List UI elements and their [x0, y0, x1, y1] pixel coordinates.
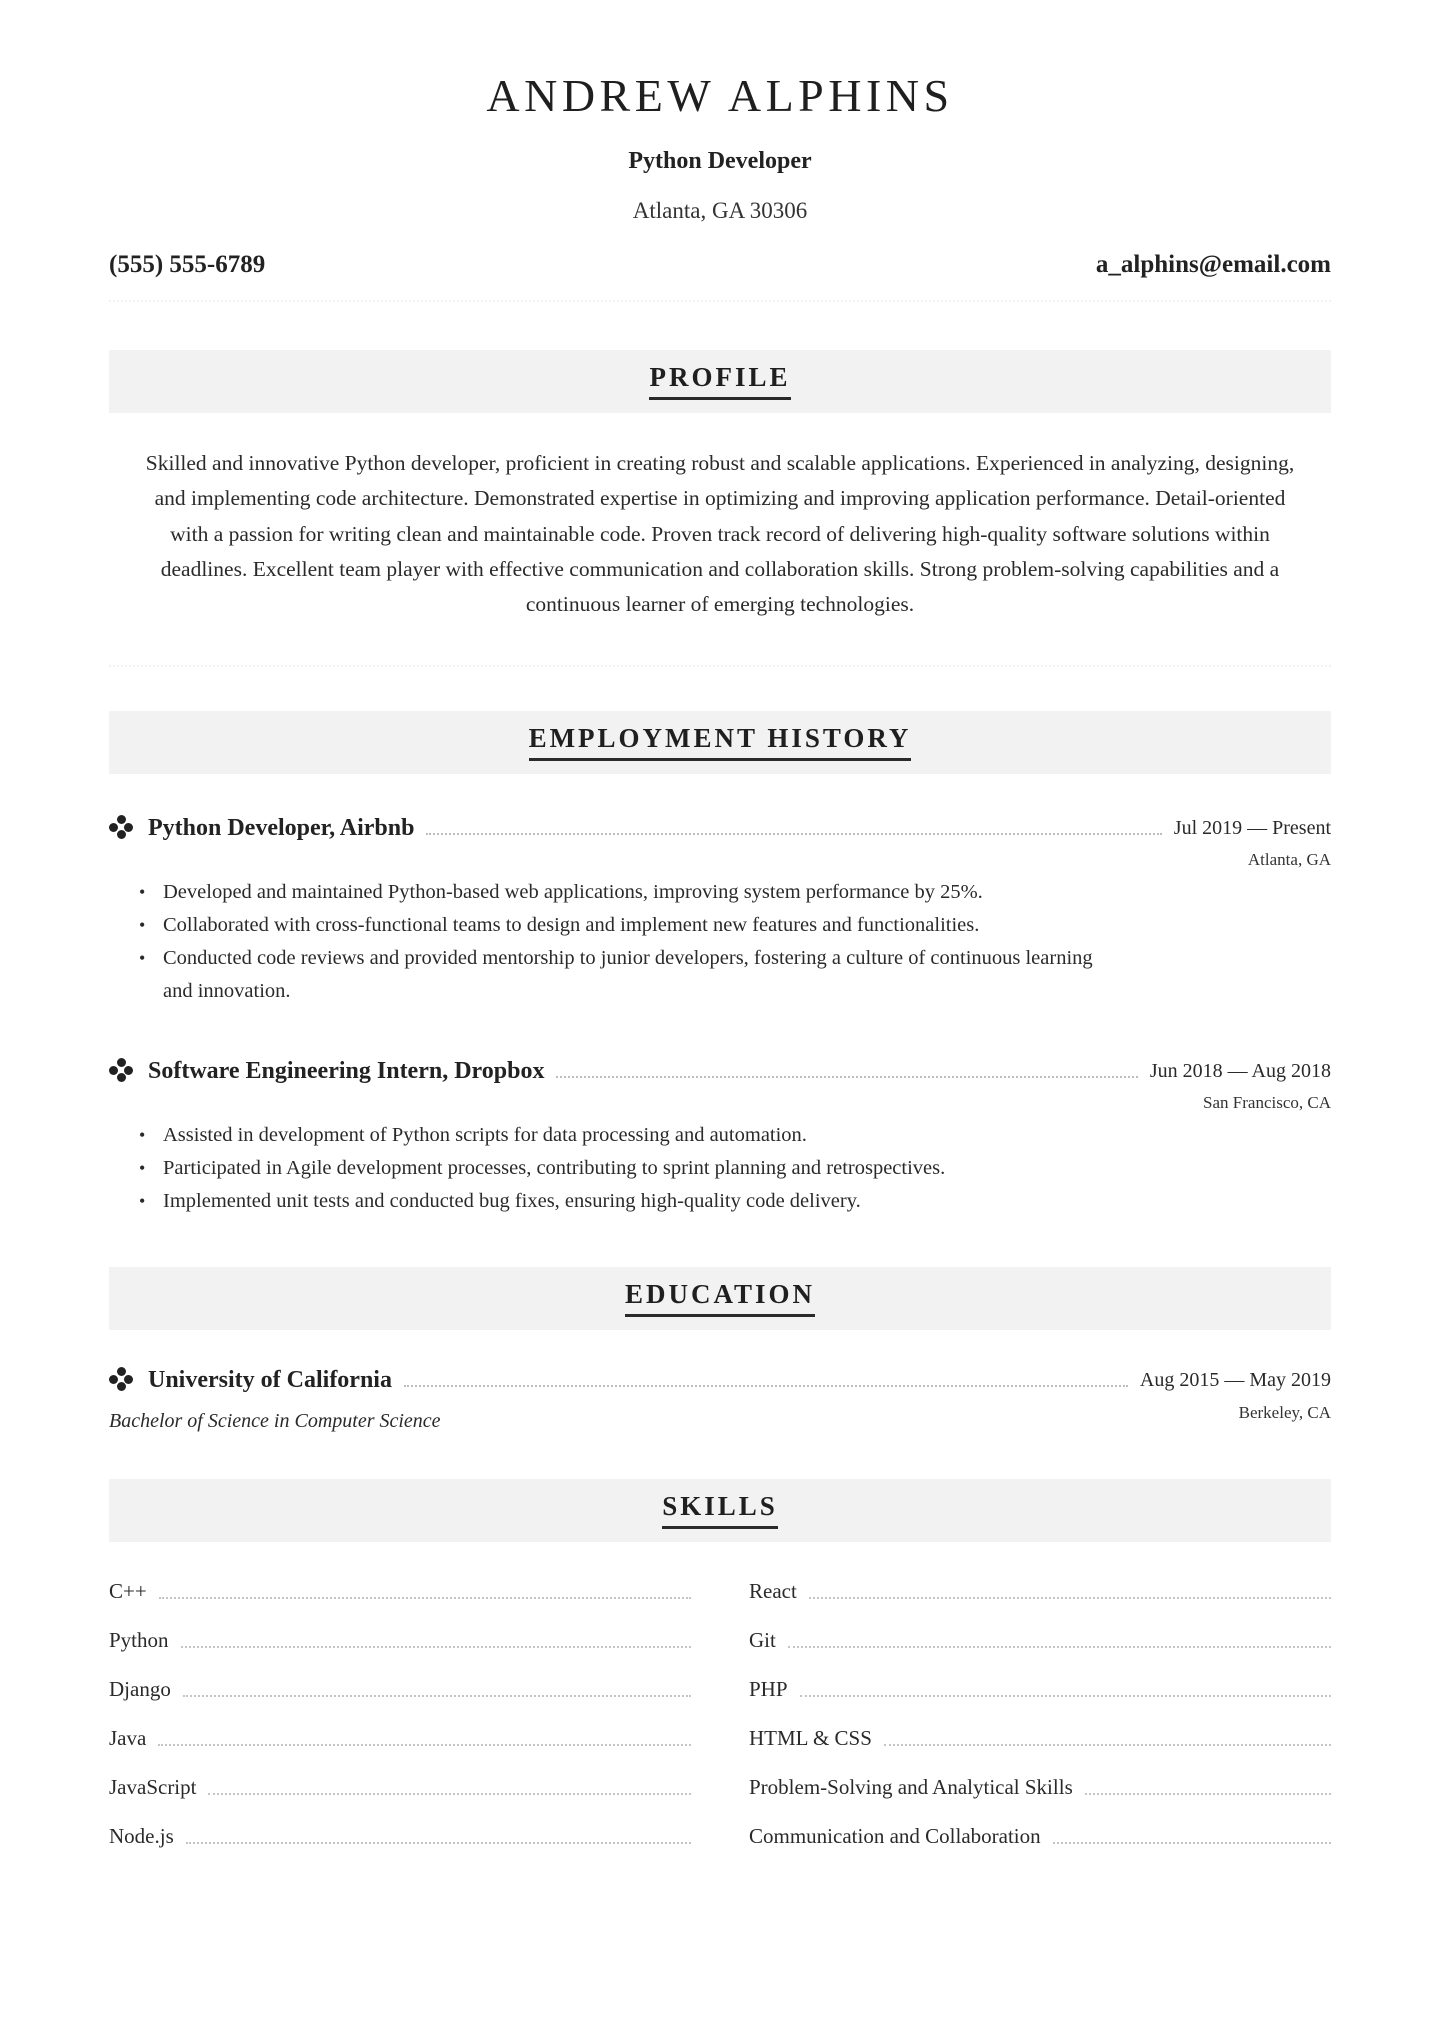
- dotted-leader: [426, 832, 1161, 835]
- job-title: Software Engineering Intern, Dropbox: [148, 1058, 545, 1084]
- skills-left-column: [109, 1557, 691, 1851]
- skill-name: Node.js: [109, 1824, 174, 1848]
- list-item: • Implemented unit tests and conducted bug fixes, ensuring high-quality code delivery.: [135, 1185, 1095, 1218]
- dotted-leader: [809, 1596, 1331, 1599]
- skill-item: [749, 1704, 1331, 1753]
- section-title: PROFILE: [649, 362, 790, 400]
- list-item: • Assisted in development of Python scripts for data processing and automation.: [135, 1119, 1095, 1152]
- skill-item: [749, 1606, 1331, 1655]
- list-item: • Developed and maintained Python-based web applications, improving system performance by 25%.: [135, 876, 1095, 909]
- email-address[interactable]: a_alphins@email.com: [1095, 251, 1331, 278]
- clover-icon: [109, 815, 133, 839]
- candidate-location: Atlanta, GA 30306: [632, 198, 808, 223]
- section-header-employment: [109, 711, 1331, 774]
- skill-name: Communication and Collaboration: [749, 1824, 1041, 1848]
- section-title: EDUCATION: [625, 1279, 815, 1317]
- skill-name: HTML & CSS: [749, 1726, 872, 1750]
- clover-icon: [109, 1367, 133, 1391]
- candidate-name: ANDREW ALPHINS: [486, 70, 954, 121]
- dotted-leader: [884, 1743, 1331, 1746]
- education-dates: Aug 2015 — May 2019: [1139, 1369, 1331, 1391]
- list-item: • Participated in Agile development processes, contributing to sprint planning and retrospectives.: [135, 1152, 1095, 1185]
- skill-item: [109, 1655, 691, 1704]
- dotted-leader: [158, 1743, 691, 1746]
- section-title: EMPLOYMENT HISTORY: [529, 723, 912, 761]
- skill-name: C++: [109, 1579, 147, 1603]
- job-bullets: [135, 1119, 1095, 1218]
- skill-name: Django: [109, 1677, 171, 1701]
- dotted-leader: [181, 1645, 691, 1648]
- skill-item: [109, 1704, 691, 1753]
- skill-item: [749, 1802, 1331, 1851]
- skill-item: [109, 1557, 691, 1606]
- phone-number[interactable]: (555) 555-6789: [109, 251, 266, 278]
- skill-name: Python: [109, 1628, 169, 1652]
- skill-name: Java: [109, 1726, 147, 1750]
- section-title: SKILLS: [662, 1491, 778, 1529]
- skill-item: [109, 1802, 691, 1851]
- dotted-leader: [800, 1694, 1331, 1697]
- job-bullets: [135, 876, 1095, 1008]
- list-item: • Collaborated with cross-functional teams to design and implement new features and functionalities.: [135, 909, 1095, 942]
- education-entry-header: [109, 1361, 1331, 1395]
- section-header-profile: [109, 350, 1331, 413]
- skill-name: PHP: [749, 1677, 788, 1701]
- divider: [109, 300, 1331, 304]
- skill-item: [749, 1655, 1331, 1704]
- job-entry-header: [109, 1052, 1331, 1086]
- skill-name: JavaScript: [109, 1775, 197, 1799]
- dotted-leader: [208, 1792, 691, 1795]
- dotted-leader: [1085, 1792, 1331, 1795]
- skill-name: Git: [749, 1628, 776, 1652]
- clover-icon: [109, 1058, 133, 1082]
- job-location: Atlanta, GA: [1247, 850, 1331, 869]
- job-location: San Francisco, CA: [1203, 1093, 1331, 1112]
- skill-item: [109, 1753, 691, 1802]
- skill-item: [109, 1606, 691, 1655]
- job-dates: Jul 2019 — Present: [1173, 817, 1331, 839]
- skill-name: React: [749, 1579, 797, 1603]
- divider: [109, 665, 1331, 669]
- profile-summary: Skilled and innovative Python developer, proficient in creating robust and scalable applications. Experienced in analyzing, designing, and implementing code architecture. Demonstrated expertise in optimizing and improving application performance. Detail-oriented with a passion for writing clean and maintainable code. Proven track record of delivering high-quality software solutions within deadlines. Excellent team player with effective communication and collaboration skills. Strong problem-solving capabilities and a continuous learner of emerging technologies.: [145, 451, 1295, 617]
- dotted-leader: [159, 1596, 691, 1599]
- job-entry-header: [109, 809, 1331, 843]
- skill-item: [749, 1557, 1331, 1606]
- job-dates: Jun 2018 — Aug 2018: [1149, 1060, 1331, 1082]
- dotted-leader: [788, 1645, 1331, 1648]
- dotted-leader: [556, 1075, 1137, 1078]
- dotted-leader: [404, 1384, 1128, 1387]
- candidate-title: Python Developer: [628, 148, 812, 174]
- section-header-skills: [109, 1479, 1331, 1542]
- dotted-leader: [183, 1694, 691, 1697]
- school-name: University of California: [148, 1367, 392, 1393]
- section-header-education: [109, 1267, 1331, 1330]
- dotted-leader: [1053, 1841, 1331, 1844]
- school-location: Berkeley, CA: [1238, 1403, 1331, 1422]
- skill-item: [749, 1753, 1331, 1802]
- dotted-leader: [186, 1841, 691, 1844]
- skill-name: Problem-Solving and Analytical Skills: [749, 1775, 1073, 1799]
- skills-right-column: [749, 1557, 1331, 1851]
- list-item: • Conducted code reviews and provided mentorship to junior developers, fostering a culture of continuous learning and innovation.: [135, 942, 1095, 1008]
- degree: Bachelor of Science in Computer Science: [109, 1410, 441, 1432]
- job-title: Python Developer, Airbnb: [148, 815, 415, 841]
